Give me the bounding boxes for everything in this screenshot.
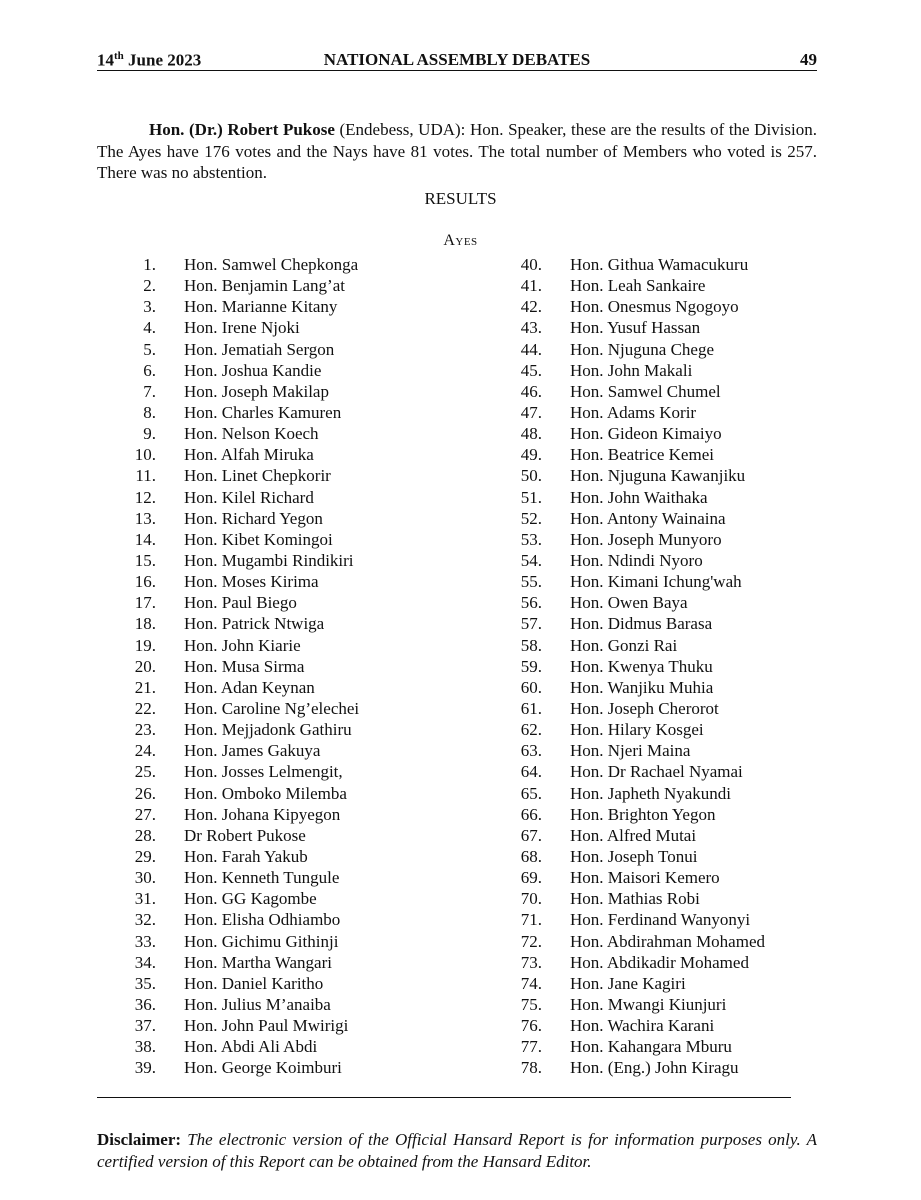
member-name: Hon. Joseph Tonui [570,846,698,866]
member-name: Hon. Ferdinand Wanyonyi [570,910,751,930]
header-date-rest: June 2023 [123,50,202,70]
list-item-number: 28. [134,825,156,845]
member-name: Hon. Farah Yakub [184,846,308,866]
member-name: Hon. Josses Lelmengit, [184,762,343,782]
list-item-number: 46. [520,381,542,401]
list-item-number: 14. [134,529,156,549]
member-name: Hon. Mejjadonk Gathiru [184,720,352,740]
member-name: Hon. Kilel Richard [184,487,314,507]
member-name: Hon. Linet Chepkorir [184,466,331,486]
member-name: Hon. Samwel Chepkonga [184,255,359,274]
list-item [506,296,739,317]
member-name: Hon. (Eng.) John Kiragu [570,1058,739,1078]
member-name: Hon. James Gakuya [184,741,321,761]
list-item [120,1057,342,1078]
list-item-number: 32. [134,910,156,930]
list-item [506,444,714,465]
list-item [506,254,749,275]
member-name: Hon. Nelson Koech [184,424,319,444]
speech-text: (Endebess, UDA): Hon. Speaker, these are the results of the Division. The Ayes have 176 votes and the Nays have 81 votes. The total number of Members who voted is 257. There was no abstention. [97,120,817,182]
list-item-number: 69. [520,868,542,888]
list-item [506,994,727,1015]
list-item-number: 23. [134,720,156,740]
list-item [120,423,319,444]
list-item-number: 41. [520,276,542,296]
list-item-number: 13. [134,508,156,528]
disclaimer [97,1129,817,1172]
list-item-number: 74. [520,973,542,993]
list-item-number: 72. [520,931,542,951]
list-item-number: 5. [143,339,156,359]
list-item [506,909,751,930]
member-name: Hon. Julius M’anaiba [184,994,331,1014]
member-name: Hon. Ndindi Nyoro [570,550,703,570]
list-item-number: 68. [520,846,542,866]
list-item [120,444,314,465]
list-item-number: 58. [520,635,542,655]
header-date-suffix: th [114,50,124,62]
member-name: Hon. Brighton Yegon [570,804,716,824]
list-item-number: 49. [520,445,542,465]
member-name: Hon. Richard Yegon [184,508,323,528]
list-item-number: 10. [134,445,156,465]
list-item-number: 66. [520,804,542,824]
member-name: Hon. Elisha Odhiambo [184,910,341,930]
list-item-number: 67. [520,825,542,845]
list-item [506,1015,715,1036]
list-item [506,740,691,761]
list-item [120,931,339,952]
list-item [506,275,706,296]
list-item [506,867,720,888]
member-name: Hon. Caroline Ng’elechei [184,698,360,718]
list-item-number: 39. [134,1058,156,1078]
list-item-number: 38. [134,1037,156,1057]
member-name: Hon. Adan Keynan [184,677,315,697]
list-item [120,825,306,846]
list-item [506,487,708,508]
list-item-number: 11. [135,466,156,486]
list-item-number: 27. [134,804,156,824]
member-name: Hon. Yusuf Hassan [570,318,701,338]
member-name: Hon. Kwenya Thuku [570,656,713,676]
list-item [120,508,323,529]
list-item [506,381,721,402]
list-item [120,381,329,402]
member-name: Hon. Japheth Nyakundi [570,783,732,803]
page-number: 49 [800,50,817,69]
member-name: Hon. Joseph Makilap [184,381,329,401]
list-item [120,402,342,423]
member-name: Hon. Paul Biego [184,593,297,613]
list-item-number: 29. [134,846,156,866]
list-item [506,635,678,656]
list-item-number: 26. [134,783,156,803]
list-item-number: 44. [520,339,542,359]
list-item-number: 22. [134,698,156,718]
member-name: Hon. Alfred Mutai [570,825,697,845]
list-item-number: 63. [520,741,542,761]
list-item-number: 45. [520,360,542,380]
member-name: Hon. Antony Wainaina [570,508,726,528]
list-item-number: 1. [143,255,156,274]
list-item [120,846,308,867]
list-item-number: 57. [520,614,542,634]
list-item [120,465,331,486]
list-item-number: 54. [520,550,542,570]
list-item [120,761,343,782]
member-name: Hon. Onesmus Ngogoyo [570,297,739,317]
list-item-number: 61. [520,698,542,718]
list-item [120,592,297,613]
footer-rule [97,1097,791,1098]
member-name: Hon. Jematiah Sergon [184,339,335,359]
list-item [120,698,360,719]
list-item [506,1036,732,1057]
list-item [506,571,742,592]
list-item-number: 43. [520,318,542,338]
list-item-number: 78. [520,1058,542,1078]
member-name: Hon. Wachira Karani [570,1016,715,1036]
list-item-number: 59. [520,656,542,676]
list-item-number: 16. [134,572,156,592]
member-name: Hon. Abdi Ali Abdi [184,1037,318,1057]
list-item-number: 30. [134,868,156,888]
member-name: Hon. Dr Rachael Nyamai [570,762,743,782]
member-name: Hon. Owen Baya [570,593,688,613]
member-name: Hon. Abdikadir Mohamed [570,952,749,972]
member-name: Hon. Hilary Kosgei [570,720,704,740]
member-name: Hon. Charles Kamuren [184,402,342,422]
member-name: Hon. Abdirahman Mohamed [570,931,765,951]
page-header [97,47,817,73]
list-item-number: 36. [134,994,156,1014]
list-item-number: 53. [520,529,542,549]
list-item [506,952,749,973]
list-item-number: 52. [520,508,542,528]
member-name: Hon. Gichimu Githinji [184,931,339,951]
list-item [506,402,697,423]
list-item-number: 50. [520,466,542,486]
list-item-number: 40. [520,255,542,274]
list-item [506,783,732,804]
member-name: Hon. Kahangara Mburu [570,1037,732,1057]
member-name: Hon. Didmus Barasa [570,614,713,634]
list-item-number: 6. [143,360,156,380]
list-item [506,317,701,338]
list-item [120,719,352,740]
list-item-number: 8. [143,402,156,422]
list-item-number: 77. [520,1037,542,1057]
list-item-number: 2. [143,276,156,296]
list-item-number: 33. [134,931,156,951]
list-item [506,761,743,782]
list-item-number: 65. [520,783,542,803]
member-name: Hon. Joshua Kandie [184,360,322,380]
list-item-number: 71. [520,910,542,930]
list-item-number: 47. [520,402,542,422]
list-item [506,592,688,613]
list-item [120,487,314,508]
member-name: Hon. John Kiarie [184,635,301,655]
header-title: NATIONAL ASSEMBLY DEBATES [323,50,591,69]
list-item [120,867,340,888]
member-name: Hon. Patrick Ntwiga [184,614,325,634]
list-item [120,613,325,634]
list-item [120,360,322,381]
list-item [506,613,713,634]
list-item-number: 7. [143,381,156,401]
list-item-number: 24. [134,741,156,761]
list-item [120,254,359,275]
list-item-number: 17. [134,593,156,613]
member-name: Hon. Leah Sankaire [570,276,706,296]
list-item-number: 64. [520,762,542,782]
list-item-number: 37. [134,1016,156,1036]
list-item [120,1036,318,1057]
ayes-heading: Ayes [443,232,478,249]
ayes-list-left [120,254,360,1078]
list-item [120,1015,349,1036]
list-item [506,508,726,529]
list-item-number: 21. [134,677,156,697]
member-name: Hon. Johana Kipyegon [184,804,341,824]
member-name: Hon. Irene Njoki [184,318,300,338]
list-item [120,677,315,698]
member-name: Hon. John Makali [570,360,693,380]
list-item [120,888,317,909]
member-name: Hon. Kimani Ichung'wah [570,572,742,592]
list-item [506,931,765,952]
member-name: Hon. Samwel Chumel [570,381,721,401]
member-name: Hon. GG Kagombe [184,889,317,909]
list-item-number: 9. [143,424,156,444]
list-item-number: 3. [143,297,156,317]
list-item [120,994,331,1015]
list-item [506,656,713,677]
list-item [120,317,300,338]
member-name: Hon. John Paul Mwirigi [184,1016,349,1036]
list-item [120,656,305,677]
list-item [120,973,324,994]
member-name: Hon. Gideon Kimaiyo [570,424,722,444]
list-item [120,571,319,592]
list-item [506,719,704,740]
member-name: Hon. Adams Korir [570,402,697,422]
list-item-number: 12. [134,487,156,507]
list-item-number: 42. [520,297,542,317]
list-item-number: 4. [143,318,156,338]
speech-paragraph [97,119,817,184]
list-item-number: 55. [520,572,542,592]
member-name: Dr Robert Pukose [184,825,306,845]
list-item-number: 76. [520,1016,542,1036]
list-item [120,296,338,317]
speaker-name: Hon. (Dr.) Robert Pukose [149,120,335,139]
list-item [120,635,301,656]
disclaimer-text: The electronic version of the Official Hansard Report is for information purposes only. A certified version of this Report can be obtained from the Hansard Editor. [97,1130,817,1171]
list-item [506,529,722,550]
list-item [120,783,347,804]
member-name: Hon. Musa Sirma [184,656,305,676]
list-item-number: 73. [520,952,542,972]
member-name: Hon. Wanjiku Muhia [570,677,714,697]
list-item [120,550,354,571]
list-item-number: 15. [134,550,156,570]
results-heading: RESULTS [424,189,497,208]
list-item [506,339,715,360]
member-name: Hon. Beatrice Kemei [570,445,714,465]
list-item-number: 75. [520,994,542,1014]
list-item [120,740,321,761]
member-name: Hon. Mwangi Kiunjuri [570,994,727,1014]
member-name: Hon. Joseph Cherorot [570,698,719,718]
list-item [506,550,703,571]
list-item [120,952,332,973]
list-item [120,909,341,930]
list-item-number: 70. [520,889,542,909]
member-name: Hon. Omboko Milemba [184,783,347,803]
member-name: Hon. Moses Kirima [184,572,319,592]
member-name: Hon. George Koimburi [184,1058,342,1078]
list-item [506,465,746,486]
member-name: Hon. Alfah Miruka [184,445,314,465]
list-item-number: 35. [134,973,156,993]
list-item-number: 25. [134,762,156,782]
list-item [506,423,722,444]
member-name: Hon. Kenneth Tungule [184,868,340,888]
member-name: Hon. Mathias Robi [570,889,700,909]
ayes-list-right [506,254,765,1078]
member-name: Hon. Njuguna Chege [570,339,715,359]
list-item [120,529,333,550]
member-name: Hon. Mugambi Rindikiri [184,550,354,570]
member-name: Hon. Marianne Kitany [184,297,338,317]
member-name: Hon. Benjamin Lang’at [184,276,345,296]
member-name: Hon. Njeri Maina [570,741,691,761]
list-item [506,804,716,825]
member-name: Hon. Kibet Komingoi [184,529,333,549]
list-item [506,1057,739,1078]
list-item-number: 60. [520,677,542,697]
member-name: Hon. John Waithaka [570,487,708,507]
list-item [120,275,345,296]
member-name: Hon. Gonzi Rai [570,635,678,655]
list-item [506,698,719,719]
member-name: Hon. Njuguna Kawanjiku [570,466,746,486]
list-item [506,973,686,994]
member-name: Hon. Maisori Kemero [570,868,720,888]
header-rule [97,70,817,71]
member-name: Hon. Martha Wangari [184,952,332,972]
list-item-number: 56. [520,593,542,613]
list-item [120,804,341,825]
list-item-number: 19. [134,635,156,655]
list-item [506,825,697,846]
disclaimer-label: Disclaimer [97,1130,176,1149]
list-item-number: 48. [520,424,542,444]
header-date-day: 14 [97,50,114,70]
list-item-number: 62. [520,720,542,740]
list-item [506,677,714,698]
disclaimer-colon: : [175,1130,182,1149]
member-name: Hon. Githua Wamacukuru [570,255,749,274]
member-name: Hon. Daniel Karitho [184,973,324,993]
list-item [506,846,698,867]
member-name: Hon. Joseph Munyoro [570,529,722,549]
list-item [506,360,693,381]
list-item-number: 34. [134,952,156,972]
list-item-number: 20. [134,656,156,676]
list-item-number: 31. [134,889,156,909]
list-item-number: 18. [134,614,156,634]
list-item [506,888,700,909]
list-item-number: 51. [520,487,542,507]
list-item [120,339,335,360]
member-name: Hon. Jane Kagiri [570,973,686,993]
